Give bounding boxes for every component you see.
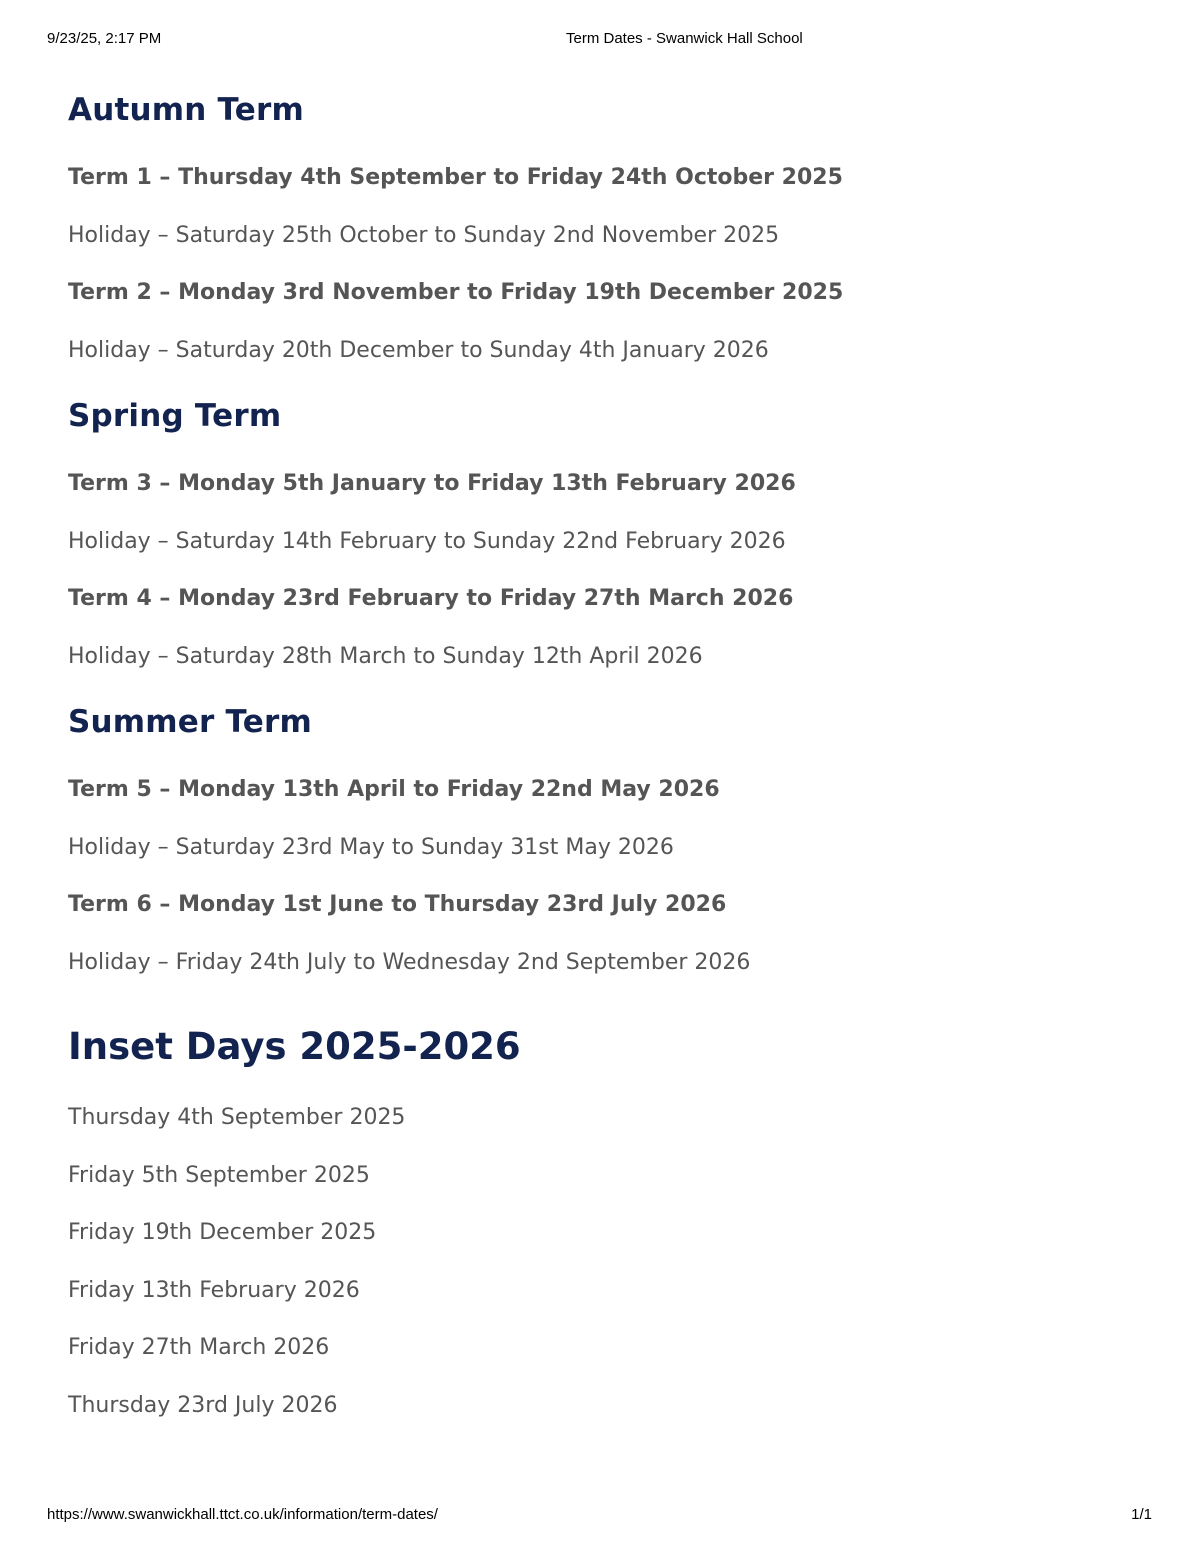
inset-day-item: Thursday 23rd July 2026: [68, 1392, 338, 1418]
spring-half-term-holiday: Holiday – Saturday 14th February to Sunday 22nd February 2026: [68, 528, 786, 554]
easter-holiday: Holiday – Saturday 28th March to Sunday 12th April 2026: [68, 643, 703, 669]
inset-days-heading: Inset Days 2025-2026: [68, 1025, 521, 1068]
autumn-half-term-holiday: Holiday – Saturday 25th October to Sunday 2nd November 2025: [68, 222, 780, 248]
summer-half-term-holiday: Holiday – Saturday 23rd May to Sunday 31st May 2026: [68, 834, 674, 860]
autumn-term-heading: Autumn Term: [68, 92, 304, 128]
inset-day-item: Friday 27th March 2026: [68, 1335, 330, 1360]
summer-term-heading: Summer Term: [68, 704, 312, 740]
print-footer: [0, 1506, 1200, 1526]
term-4-dates: Term 4 – Monday 23rd February to Friday 27th March 2026: [68, 586, 794, 611]
summer-term-section: [68, 694, 1148, 991]
print-page-url: https://www.swanwickhall.ttct.co.uk/information/term-dates/: [47, 1506, 438, 1523]
spring-term-section: [68, 388, 1148, 685]
print-page-number: 1/1: [1131, 1506, 1152, 1523]
inset-day-item: Friday 13th February 2026: [68, 1277, 360, 1303]
term-2-dates: Term 2 – Monday 3rd November to Friday 19th December 2025: [68, 280, 844, 305]
term-5-dates: Term 5 – Monday 13th April to Friday 22nd May 2026: [68, 777, 720, 802]
inset-day-item: Thursday 4th September 2025: [68, 1105, 406, 1130]
inset-day-item: Friday 19th December 2025: [68, 1220, 377, 1245]
inset-day-item: Friday 5th September 2025: [68, 1162, 370, 1188]
spring-term-heading: Spring Term: [68, 398, 282, 434]
inset-days-section: [68, 1017, 1148, 1434]
summer-holiday: Holiday – Friday 24th July to Wednesday 2nd September 2026: [68, 949, 751, 975]
term-1-dates: Term 1 – Thursday 4th September to Friday 24th October 2025: [68, 165, 843, 190]
christmas-holiday: Holiday – Saturday 20th December to Sunday 4th January 2026: [68, 337, 769, 363]
print-header: [0, 30, 1200, 50]
autumn-term-section: [68, 82, 1148, 379]
print-page-title: Term Dates - Swanwick Hall School: [566, 30, 803, 47]
print-date-time: 9/23/25, 2:17 PM: [47, 30, 162, 47]
term-6-dates: Term 6 – Monday 1st June to Thursday 23rd July 2026: [68, 892, 727, 917]
term-3-dates: Term 3 – Monday 5th January to Friday 13th February 2026: [68, 471, 796, 496]
term-dates-content: [68, 82, 1148, 1434]
